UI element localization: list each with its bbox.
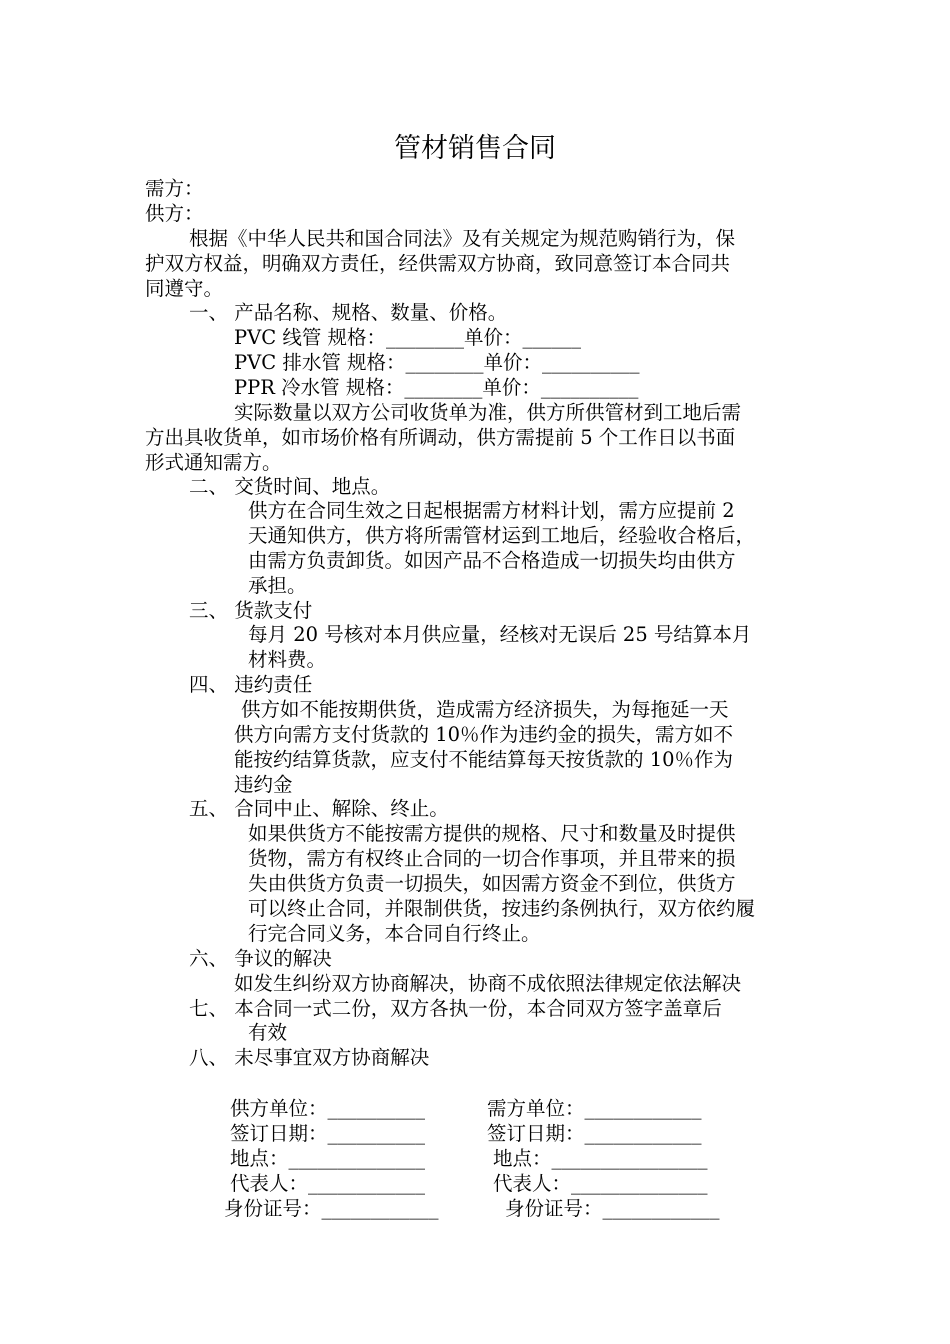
buyer-date-field: 签订日期：____________ — [487, 1122, 702, 1145]
supplier-place-field: 地点：______________ — [230, 1147, 426, 1170]
section-body-line: 如发生纠纷双方协商解决，协商不成依照法律规定依法解决 — [234, 972, 742, 995]
section-heading: 三、 货款支付 — [189, 599, 313, 622]
section-body-line: 能按约结算货款，应支付不能结算每天按货款的 10％作为 — [234, 748, 734, 771]
section-body-line: 由需方负责卸货。如因产品不合格造成一切损失均由供方 — [248, 549, 736, 572]
section-heading: 五、 合同中止、解除、终止。 — [189, 797, 449, 820]
supplier-date-field: 签订日期：__________ — [230, 1122, 426, 1145]
section-body-line: 如果供货方不能按需方提供的规格、尺寸和数量及时提供 — [248, 822, 736, 845]
section-body-line: 行完合同义务，本合同自行终止。 — [248, 922, 541, 945]
section-heading: 一、 产品名称、规格、数量、价格。 — [189, 301, 508, 324]
section-heading: 八、 未尽事宜双方协商解决 — [189, 1046, 430, 1069]
preamble-line: 同遵守。 — [145, 277, 224, 300]
section-heading: 六、 争议的解决 — [189, 947, 332, 970]
document-title: 管材销售合同 — [394, 133, 556, 164]
section-body-line: 天通知供方，供方将所需管材运到工地后，经验收合格后， — [248, 524, 756, 547]
product-line: PVC 线管 规格：________单价：______ — [234, 326, 582, 349]
buyer-id-field: 身份证号：____________ — [505, 1197, 720, 1220]
section-body-line: 形式通知需方。 — [145, 451, 282, 474]
preamble-line: 根据《中华人民共和国合同法》及有关规定为规范购销行为，保 — [189, 227, 736, 250]
section-body-line: 供方如不能按期供货，造成需方经济损失，为每拖延一天 — [241, 698, 729, 721]
section-body-line: 有效 — [248, 1021, 288, 1044]
section-body-line: 每月 20 号核对本月供应量，经核对无误后 25 号结算本月 — [248, 623, 752, 646]
supplier-label: 供方： — [145, 202, 204, 225]
supplier-id-field: 身份证号：____________ — [224, 1197, 439, 1220]
section-body-line: 实际数量以双方公司收货单为准，供方所供管材到工地后需 — [234, 401, 742, 424]
supplier-unit-field: 供方单位：__________ — [230, 1097, 426, 1120]
preamble-line: 护双方权益，明确双方责任，经供需双方协商，致同意签订本合同共 — [145, 252, 731, 275]
section-body-line: 方出具收货单，如市场价格有所调动，供方需提前 5 个工作日以书面 — [145, 426, 736, 449]
section-body-line: 失由供货方负责一切损失，如因需方资金不到位，供货方 — [248, 872, 736, 895]
section-body-line: 承担。 — [248, 574, 307, 597]
product-line: PVC 排水管 规格：________单价：__________ — [234, 351, 640, 374]
section-body-line: 违约金 — [234, 773, 293, 796]
section-body-line: 货物，需方有权终止合同的一切合作事项，并且带来的损 — [248, 847, 736, 870]
section-heading: 四、 违约责任 — [189, 673, 313, 696]
buyer-label: 需方： — [145, 177, 204, 200]
section-body-line: 材料费。 — [248, 648, 327, 671]
section-heading: 七、 本合同一式二份，双方各执一份，本合同双方签字盖章后 — [189, 997, 722, 1020]
section-body-line: 供方向需方支付货款的 10％作为违约金的损失，需方如不 — [234, 723, 734, 746]
supplier-rep-field: 代表人：____________ — [230, 1172, 426, 1195]
buyer-place-field: 地点：________________ — [493, 1147, 708, 1170]
product-line: PPR 冷水管 规格：________单价：__________ — [234, 376, 639, 399]
buyer-rep-field: 代表人：______________ — [493, 1172, 708, 1195]
buyer-unit-field: 需方单位：____________ — [487, 1097, 702, 1120]
section-body-line: 供方在合同生效之日起根据需方材料计划，需方应提前 2 — [248, 499, 735, 522]
section-heading: 二、 交货时间、地点。 — [189, 475, 391, 498]
section-body-line: 可以终止合同，并限制供货，按违约条例执行，双方依约履 — [248, 897, 756, 920]
